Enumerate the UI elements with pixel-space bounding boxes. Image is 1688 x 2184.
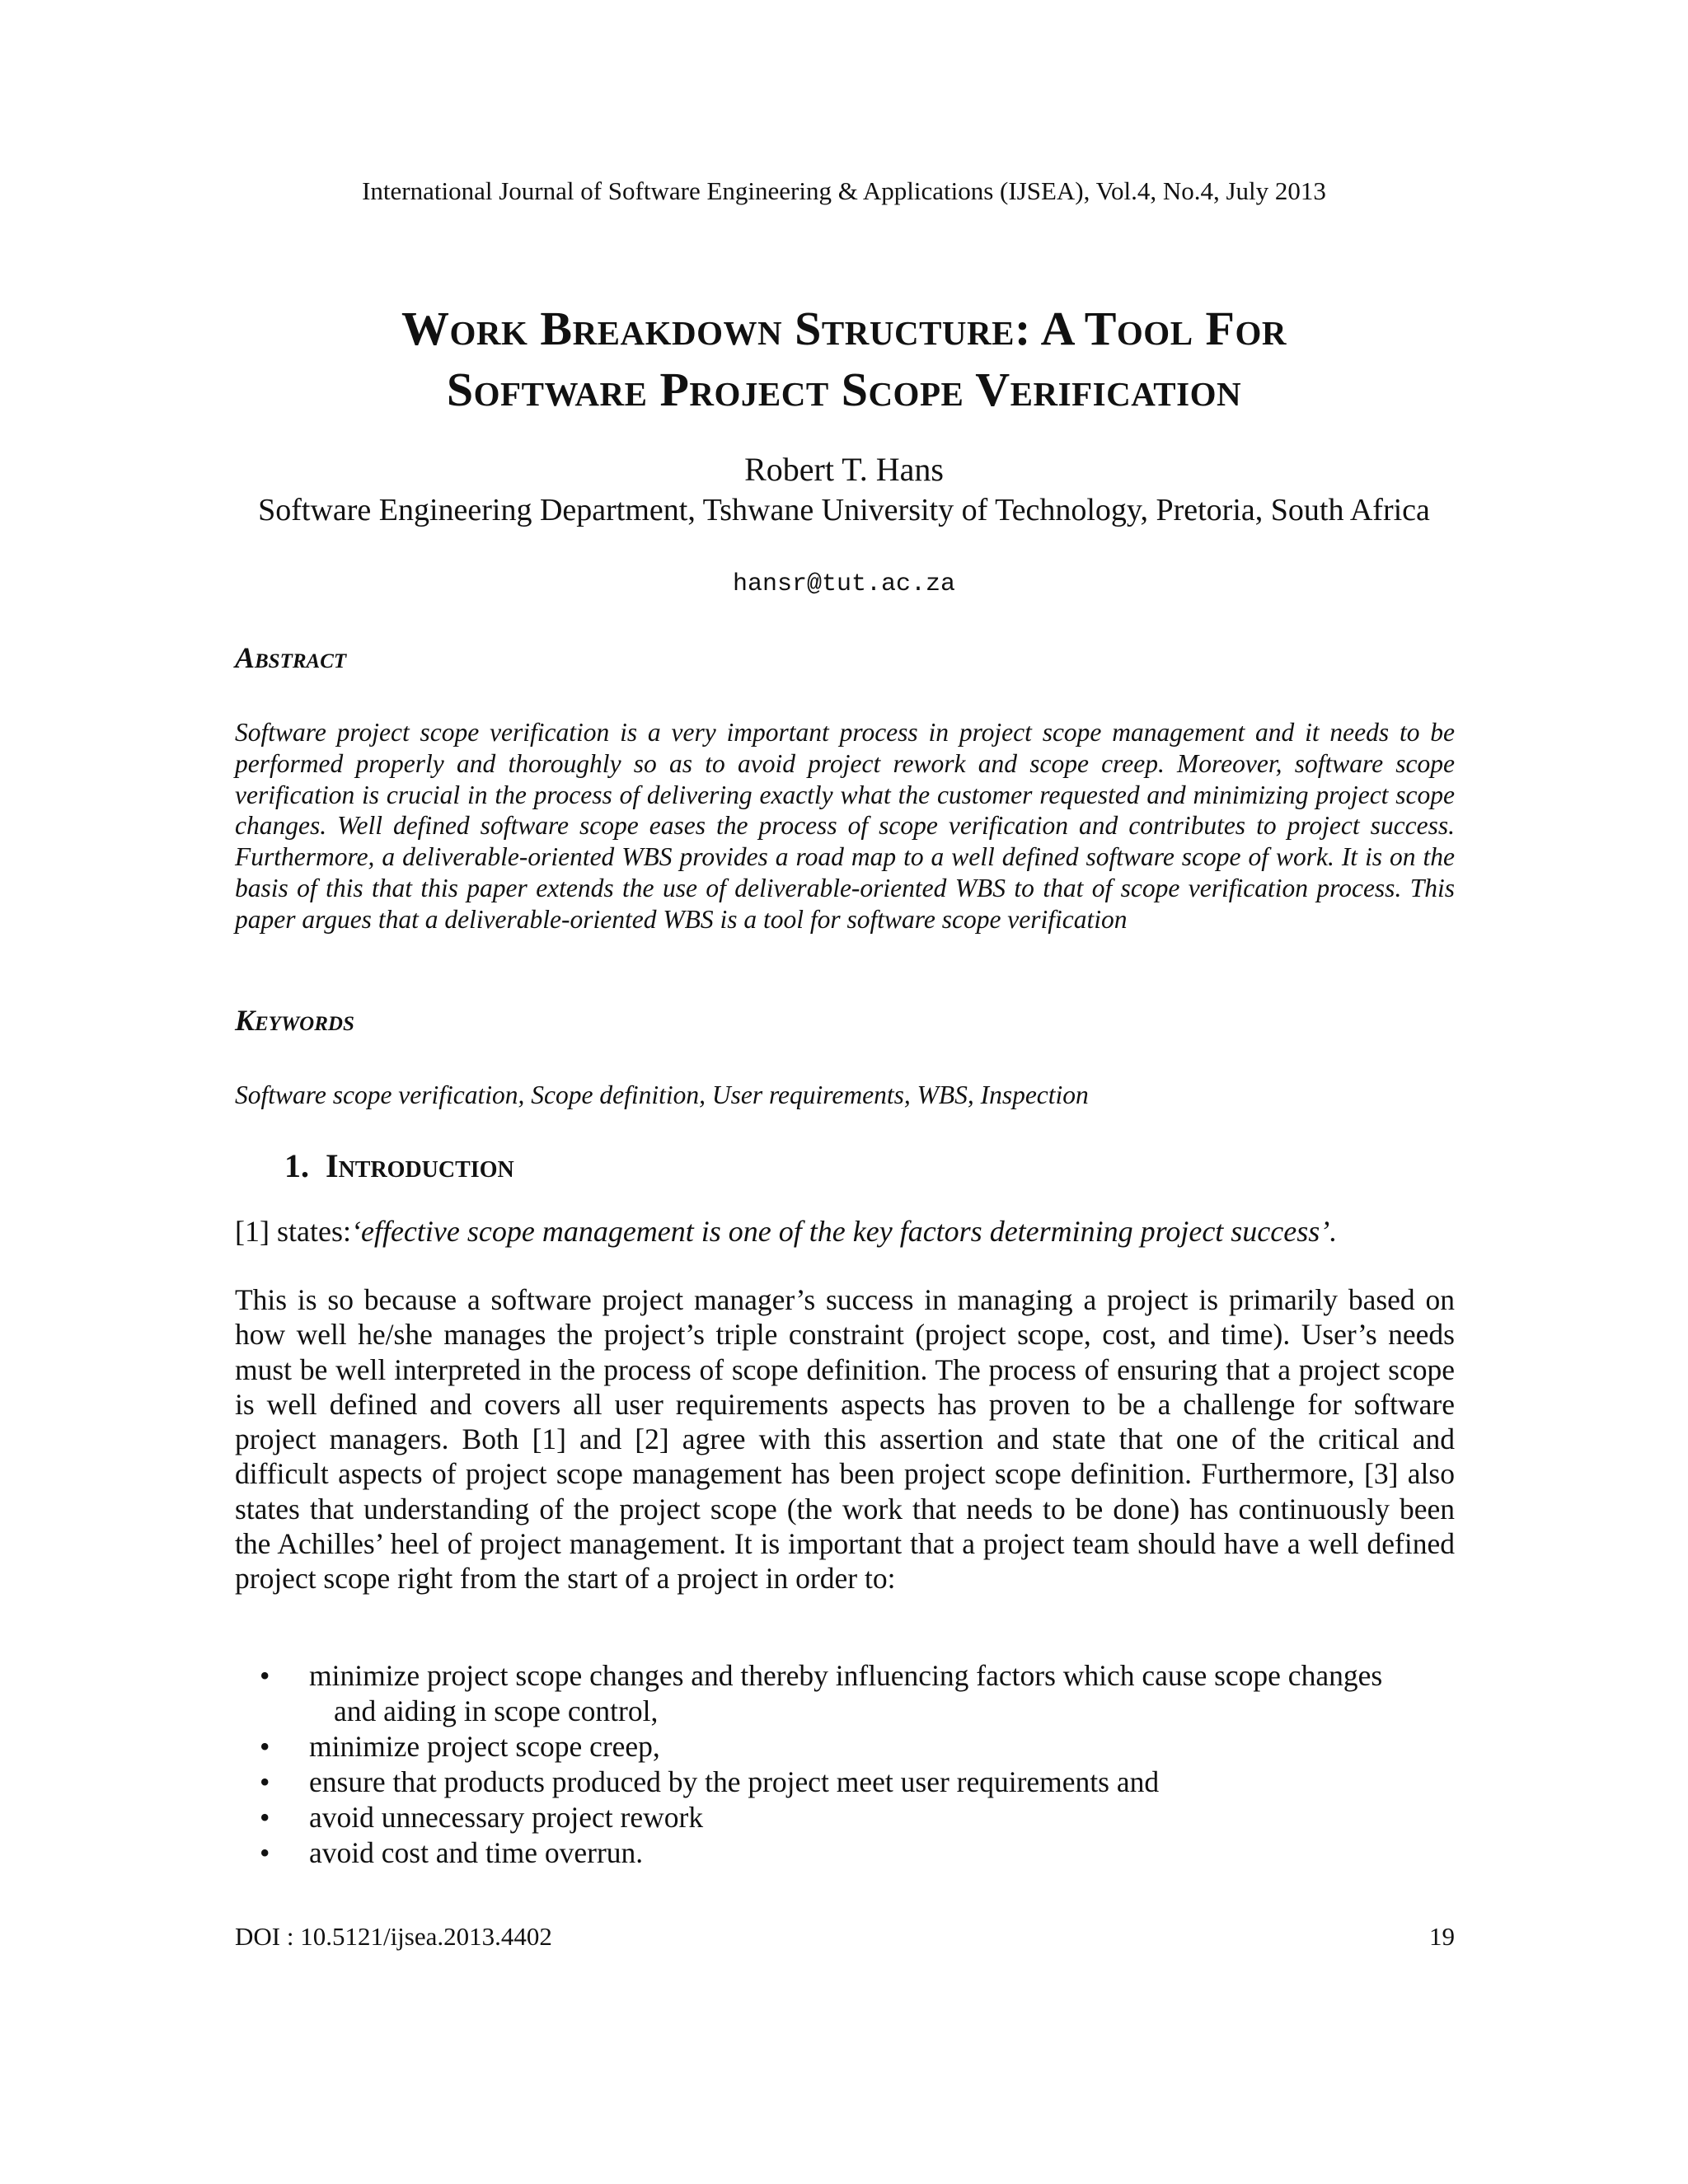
list-item-text: avoid unnecessary project rework — [309, 1801, 704, 1834]
paper-title-line-1: Work Breakdown Structure: A Tool For — [401, 302, 1287, 355]
list-item-text-continued: and aiding in scope control, — [334, 1694, 659, 1727]
quote-citation: [1] states: — [235, 1215, 351, 1248]
introduction-paragraph: This is so because a software project manager’s success in managing a project is primarily based on how well he/she manages the project’s triple constraint (project scope, cost, and time). User’s needs must be well interpreted in the process of scope definition. The process of ensuring that a project scope is well defined and covers all user requirements aspects has proven to be a challenge for software project managers. Both [1] and [2] agree with this assertion and state that one of the critical and difficult aspects of project scope management has been project scope definition. Furthermore, [3] also states that understanding of the project scope (the work that needs to be done) has continuously been the Achilles’ heel of project management. It is important that a project team should have a well defined project scope right from the start of a project in order to: — [235, 1283, 1455, 1596]
bullet-icon: • — [260, 1730, 270, 1763]
list-item-text: ensure that products produced by the project meet user requirements and — [309, 1765, 1160, 1798]
page-number: 19 — [1429, 1922, 1455, 1951]
author-affiliation: Software Engineering Department, Tshwane University of Technology, Pretoria, South Africa — [258, 493, 1430, 527]
author-email: hansr@tut.ac.za — [732, 570, 956, 598]
keywords-heading: Keywords — [235, 1004, 354, 1037]
bullet-icon: • — [260, 1765, 270, 1798]
bullet-icon: • — [260, 1801, 270, 1834]
abstract-heading: Abstract — [235, 641, 347, 674]
running-header: International Journal of Software Engineering & Applications (IJSEA), Vol.4, No.4, July 2013 — [362, 176, 1326, 205]
section-title: Introduction — [326, 1147, 514, 1184]
bullet-icon: • — [260, 1836, 270, 1869]
list-item — [235, 1835, 1455, 1871]
list-item-text: avoid cost and time overrun. — [309, 1836, 644, 1869]
paper-title — [165, 298, 1523, 420]
keywords-text: Software scope verification, Scope definition, User requirements, WBS, Inspection — [235, 1080, 1089, 1109]
author-name: Robert T. Hans — [744, 451, 944, 488]
section-number: 1. — [284, 1147, 309, 1184]
objectives-list — [235, 1658, 1455, 1871]
list-item-text: minimize project scope creep, — [309, 1730, 660, 1763]
introduction-heading — [284, 1146, 514, 1187]
list-item — [235, 1800, 1455, 1835]
list-item-text: minimize project scope changes and thereby influencing factors which cause scope changes — [309, 1659, 1383, 1692]
abstract-text: Software project scope verification is a very important process in project scope management and it needs to be performed properly and thoroughly so as to avoid project rework and scope creep. Moreover, software scope verification is crucial in the process of delivering exactly what the customer requested and minimizing project scope changes. Well defined software scope eases the process of scope verification and contributes to project success. Furthermore, a deliverable-oriented WBS provides a road map to a well defined software scope of work. It is on the basis of this that this paper extends the use of deliverable-oriented WBS to that of scope verification process. This paper argues that a deliverable-oriented WBS is a tool for software scope verification — [235, 718, 1455, 934]
bullet-icon: • — [260, 1659, 270, 1692]
list-item — [235, 1658, 1455, 1729]
introduction-quote — [235, 1213, 1455, 1249]
paper-title-line-2: Software Project Scope Verification — [446, 363, 1242, 416]
footer-doi: DOI : 10.5121/ijsea.2013.4402 — [235, 1922, 552, 1951]
list-item — [235, 1765, 1455, 1800]
quote-text: ‘effective scope management is one of the key factors determining project success’. — [350, 1215, 1338, 1248]
list-item — [235, 1729, 1455, 1765]
